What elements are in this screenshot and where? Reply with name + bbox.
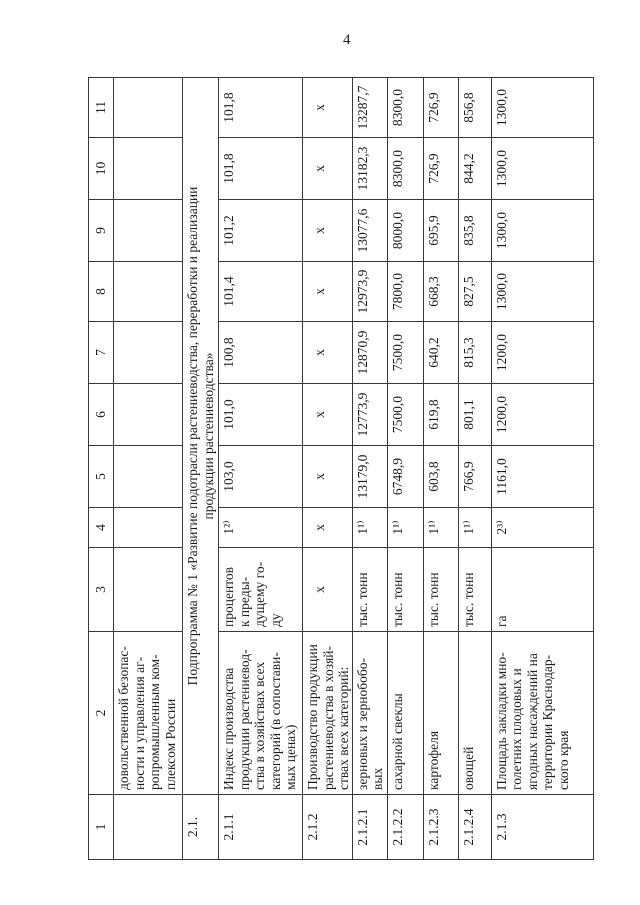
table-row-2-1-2 [303,78,353,860]
row-2-1-3-col10: 1300,0 [491,138,593,200]
column-number-row [89,78,114,860]
row-2-1-2-2-col8: 7800,0 [387,262,423,322]
column-number-2: 2 [89,632,114,795]
row-2-1-2-3-col8: 668,3 [423,262,458,322]
row-2-1-3-col11: 1300,0 [491,78,593,138]
row-2-1-2-3-col10: 726,9 [423,138,458,200]
row-2-1-3-col5: 1161,0 [491,446,593,508]
row-2-1-2-3-unit: тыс. тонн [423,548,458,632]
column-number-4: 4 [89,508,114,548]
column-number-5: 5 [89,446,114,508]
row-2-1-2-2-col11: 8300,0 [387,78,423,138]
row-2-1-1-col10: 101,8 [219,138,303,200]
row-2-1-code: 2.1. [183,795,219,860]
column-number-8: 8 [89,262,114,322]
empty-cell [114,508,183,548]
row-2-1-2-4-unit: тыс. тонн [458,548,491,632]
table-row-2-1-3 [491,78,593,860]
row-2-1-2-4-col5: 766,9 [458,446,491,508]
row-2-1-2-4-status: 1¹⁾ [458,508,491,548]
row-2-1-3-col9: 1300,0 [491,200,593,262]
row-2-1-1-col8: 101,4 [219,262,303,322]
row-2-1-2-status: х [303,508,353,548]
table-row-2-1-2-2 [387,78,423,860]
row-2-1-2-1-col10: 13182,3 [352,138,387,200]
row-2-1-1-indicator: Индекс производства продукции растениевод- ства в хозяйствах всех категорий (в сопостави- мых ценах) [219,632,303,795]
row-2-1-2-1-col8: 12973,9 [352,262,387,322]
row-2-1-2-4-col10: 844,2 [458,138,491,200]
table-row-2-1-2-1 [352,78,387,860]
row-2-1-3-code: 2.1.3 [491,795,593,860]
column-number-6: 6 [89,384,114,446]
row-2-1-2-3-status: 1¹⁾ [423,508,458,548]
row-2-1-2-2-col10: 8300,0 [387,138,423,200]
row-2-1-2-3-col11: 726,9 [423,78,458,138]
row-2-1-1-col5: 103,0 [219,446,303,508]
row-2-1-2-3-col6: 619,8 [423,384,458,446]
row-2-1-2-4-col8: 827,5 [458,262,491,322]
row-2-1-2-1-indicator: зерновых и зернобобо- вых [352,632,387,795]
row-2-1-2-2-indicator: сахарной свеклы [387,632,423,795]
row-2-1-3-status: 2³⁾ [491,508,593,548]
row-2-1-2-4-indicator: овощей [458,632,491,795]
row-2-1-1-unit: процентов к преды- дущему го- ду [219,548,303,632]
row-2-1-2-col6: х [303,384,353,446]
row-2-1-2-col11: х [303,78,353,138]
row-2-1-1-col9: 101,2 [219,200,303,262]
row-2-1-2-2-col9: 8000,0 [387,200,423,262]
column-number-7: 7 [89,322,114,384]
row-2-1-2-3-code: 2.1.2.3 [423,795,458,860]
row-2-1-2-1-unit: тыс. тонн [352,548,387,632]
row-continuation-code [114,795,183,860]
row-2-1-2-1-status: 1¹⁾ [352,508,387,548]
column-number-1: 1 [89,795,114,860]
row-2-1-2-1-col6: 12773,9 [352,384,387,446]
row-2-1-2-col8: х [303,262,353,322]
row-2-1-1-col11: 101,8 [219,78,303,138]
row-2-1-2-2-col7: 7500,0 [387,322,423,384]
row-2-1-2-1-code: 2.1.2.1 [352,795,387,860]
row-2-1-2-indicator: Производство продукции растениеводства в хозяй- ствах всех категорий: [303,632,353,795]
empty-cell [114,384,183,446]
row-2-1-1-col7: 100,8 [219,322,303,384]
column-number-10: 10 [89,138,114,200]
row-2-1-2-4-col6: 801,1 [458,384,491,446]
row-2-1-2-4-col7: 815,3 [458,322,491,384]
row-2-1-2-2-code: 2.1.2.2 [387,795,423,860]
row-2-1-2-2-col5: 6748,9 [387,446,423,508]
row-2-1-2-3-col5: 603,8 [423,446,458,508]
row-continuation-indicator: довольственной безопас- ности и управления аг- ропромышленным ком- плексом России [114,632,183,795]
column-number-9: 9 [89,200,114,262]
indicators-table [88,77,594,860]
empty-cell [114,262,183,322]
empty-cell [114,200,183,262]
row-2-1-3-col8: 1300,0 [491,262,593,322]
row-2-1-3-col7: 1200,0 [491,322,593,384]
row-2-1-1-col6: 101,0 [219,384,303,446]
empty-cell [114,322,183,384]
row-2-1-2-col10: х [303,138,353,200]
row-2-1-2-3-indicator: картофеля [423,632,458,795]
row-2-1-2-col9: х [303,200,353,262]
row-2-1-2-col7: х [303,322,353,384]
empty-cell [114,138,183,200]
table-row-2-1 [183,78,219,860]
empty-cell [114,78,183,138]
table-row-continuation [114,78,183,860]
empty-cell [114,548,183,632]
row-2-1-3-col6: 1200,0 [491,384,593,446]
row-2-1-2-3-col7: 640,2 [423,322,458,384]
row-2-1-2-2-col6: 7500,0 [387,384,423,446]
empty-cell [114,446,183,508]
row-2-1-2-2-unit: тыс. тонн [387,548,423,632]
row-2-1-3-indicator: Площадь закладки мно- голетних плодовых и ягодных насаждений на территории Краснодар- ского края [491,632,593,795]
row-2-1-2-col5: х [303,446,353,508]
subprogram-title: Подпрограмма № 1 «Развитие подотрасли растениеводства, переработки и реализации продукции растениеводства» [183,78,219,795]
rotated-table-container [88,78,592,860]
row-2-1-3-unit: га [491,548,593,632]
row-2-1-2-1-col5: 13179,0 [352,446,387,508]
table-row-2-1-2-4 [458,78,491,860]
row-2-1-2-3-col9: 695,9 [423,200,458,262]
row-2-1-2-unit: х [303,548,353,632]
row-2-1-2-1-col11: 13287,7 [352,78,387,138]
row-2-1-2-4-code: 2.1.2.4 [458,795,491,860]
row-2-1-2-4-col9: 835,8 [458,200,491,262]
row-2-1-2-1-col7: 12870,9 [352,322,387,384]
page-number: 4 [343,32,351,48]
column-number-3: 3 [89,548,114,632]
table-row-2-1-2-3 [423,78,458,860]
table-row-2-1-1 [219,78,303,860]
row-2-1-2-1-col9: 13077,6 [352,200,387,262]
row-2-1-2-code: 2.1.2 [303,795,353,860]
column-number-11: 11 [89,78,114,138]
row-2-1-1-status: 1²⁾ [219,508,303,548]
row-2-1-1-code: 2.1.1 [219,795,303,860]
row-2-1-2-2-status: 1¹⁾ [387,508,423,548]
row-2-1-2-4-col11: 856,8 [458,78,491,138]
